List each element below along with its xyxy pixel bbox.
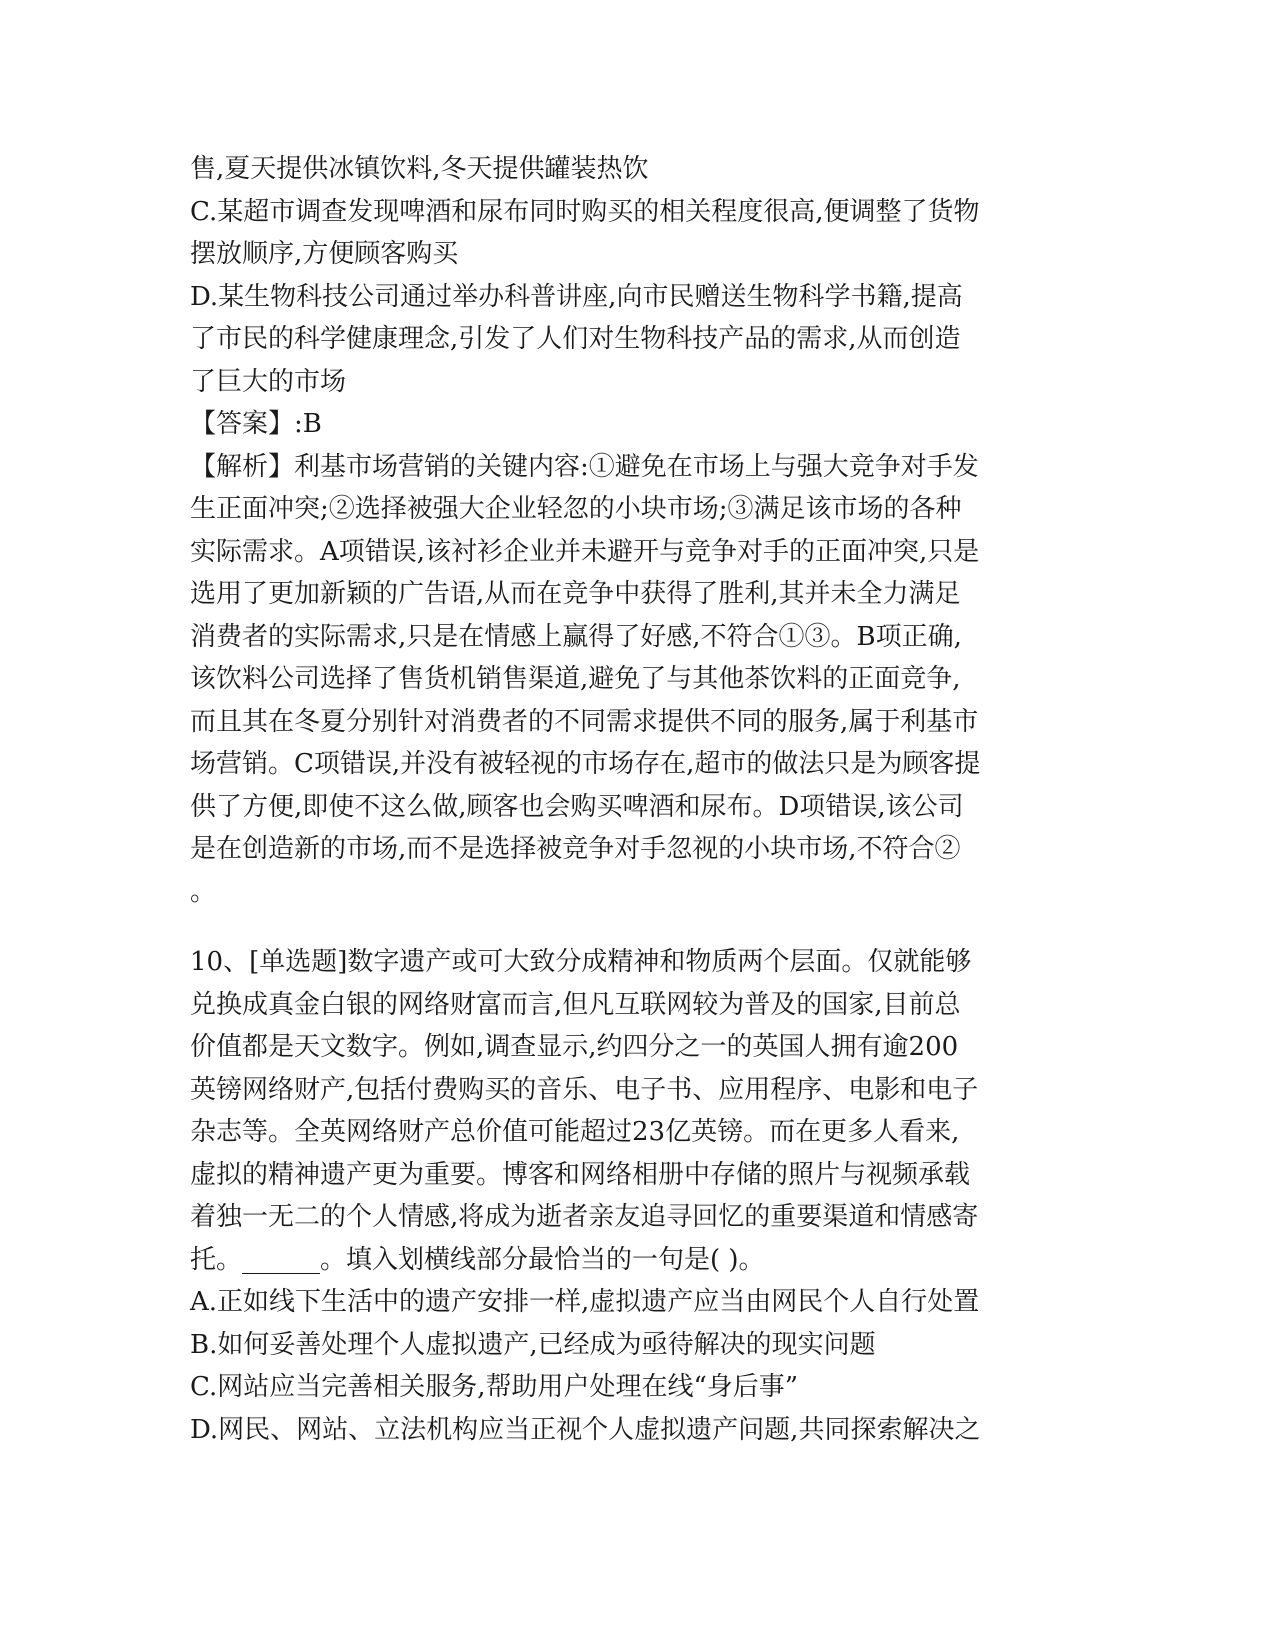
option-d-line-2: 了市民的科学健康理念,引发了人们对生物科技产品的需求,从而创造 (190, 324, 961, 354)
question-stem-line-5: 杂志等。全英网络财产总价值可能超过23亿英镑。而在更多人看来, (190, 1117, 960, 1147)
option-c: C.网站应当完善相关服务,帮助用户处理在线“身后事” (190, 1372, 799, 1402)
explanation-line-1: 【解析】利基市场营销的关键内容:①避免在市场上与强大竞争对手发 (190, 451, 979, 482)
option-b: B.如何妥善处理个人虚拟遗产,已经成为亟待解决的现实问题 (190, 1329, 876, 1360)
paragraph-gap (190, 913, 1070, 941)
explanation-line-5: 消费者的实际需求,只是在情感上赢得了好感,不符合①③。B项正确, (190, 621, 962, 652)
question-stem-line-4: 英镑网络财产,包括付费购买的音乐、电子书、应用程序、电影和电子 (190, 1074, 979, 1105)
explanation-line-10: 是在创造新的市场,而不是选择被竞争对手忽视的小块市场,不符合② (190, 834, 961, 864)
question-stem-line-1: 10、[单选题]数字遗产或可大致分成精神和物质两个层面。仅就能够 (190, 947, 972, 977)
option-d-line-3: 了巨大的市场 (190, 366, 347, 397)
answer-line: 【答案】:B (190, 409, 322, 439)
explanation-line-6: 该饮料公司选择了售货机销售渠道,避免了与其他茶饮料的正面竞争, (190, 664, 961, 694)
option-a: A.正如线下生活中的遗产安排一样,虚拟遗产应当由网民个人自行处置 (190, 1287, 980, 1317)
option-c-line-2: 摆放顺序,方便顾客购买 (190, 239, 459, 269)
option-c-line-1: C.某超市调查发现啤酒和尿布同时购买的相关程度很高,便调整了货物 (190, 196, 980, 227)
question-stem-line-7: 着独一无二的个人情感,将成为逝者亲友追寻回忆的重要渠道和情感寄 (190, 1202, 979, 1232)
explanation-line-2: 生正面冲突;②选择被强大企业轻忽的小块市场;③满足该市场的各种 (190, 494, 962, 524)
question-10 (190, 941, 1070, 1451)
question-stem-line-6: 虚拟的精神遗产更为重要。博客和网络相册中存储的照片与视频承载 (190, 1159, 971, 1190)
document-content (190, 148, 1070, 1451)
explanation-line-3: 实际需求。A项错误,该衬衫企业并未避开与竞争对手的正面冲突,只是 (190, 536, 980, 567)
previous-question-continuation (190, 148, 1070, 913)
question-stem-line-8: 托。______。填入划横线部分最恰当的一句是( )。 (190, 1244, 765, 1275)
explanation-line-4: 选用了更加新颖的广告语,从而在竞争中获得了胜利,其并未全力满足 (190, 579, 961, 609)
option-b-continuation: 售,夏天提供冰镇饮料,冬天提供罐装热饮 (190, 154, 649, 184)
explanation-line-7: 而且其在冬夏分别针对消费者的不同需求提供不同的服务,属于利基市 (190, 706, 979, 737)
question-stem-line-2: 兑换成真金白银的网络财富而言,但凡互联网较为普及的国家,目前总 (190, 989, 961, 1020)
explanation-line-8: 场营销。C项错误,并没有被轻视的市场存在,超市的做法只是为顾客提 (190, 749, 981, 779)
explanation-line-9: 供了方便,即使不这么做,顾客也会购买啤酒和尿布。D项错误,该公司 (190, 791, 964, 822)
option-d-line-1: D.某生物科技公司通过举办科普讲座,向市民赠送生物科学书籍,提高 (190, 281, 963, 312)
explanation-line-11: 。 (190, 876, 217, 907)
question-stem-line-3: 价值都是天文数字。例如,调查显示,约四分之一的英国人拥有逾200 (190, 1032, 959, 1062)
option-d: D.网民、网站、立法机构应当正视个人虚拟遗产问题,共同探索解决之 (190, 1414, 981, 1445)
